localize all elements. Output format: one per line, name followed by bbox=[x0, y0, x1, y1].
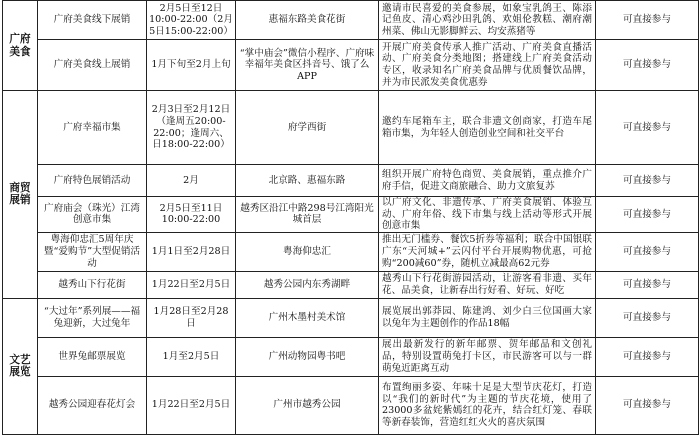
event-content: 展出最新发行的新年邮票、贺年邮品和文创礼品，特别设置萌兔打卡区，市民游客可以与一群萌兔近距离互动 bbox=[379, 337, 596, 376]
event-content: 布置绚丽多姿、年味十足是大型节庆花灯，打造以“我们的新时代”为主题的节庆花境，使用了23000多盆姹紫嫣红的花卉，结合红灯笼、春联等新春装饰，营造红红火火的喜庆氛围 bbox=[379, 376, 596, 434]
event-content: 展览展出郭莽园、陈建鸿、刘少白三位国画大家以兔年为主题创作的作品18幅 bbox=[379, 298, 596, 337]
table-row bbox=[3, 91, 699, 165]
participation-status: 可直接参与 bbox=[596, 298, 699, 337]
event-content: 以广府文化、非遗传承、广府美食展销、体验互动、广府年俗、线下市集与线上活动等形式开展创意市集 bbox=[379, 197, 596, 233]
event-location: 广州动物园粤书吧 bbox=[236, 337, 379, 376]
event-name: 越秀公园迎春花灯会 bbox=[38, 376, 147, 434]
event-location: 粤海仰忠汇 bbox=[236, 232, 379, 271]
table-row bbox=[3, 376, 699, 434]
participation-status: 可直接参与 bbox=[596, 232, 699, 271]
table-row bbox=[3, 165, 699, 197]
event-location: 广州市越秀公园 bbox=[236, 376, 379, 434]
table-row bbox=[3, 271, 699, 298]
participation-status: 可直接参与 bbox=[596, 376, 699, 434]
table-row bbox=[3, 298, 699, 337]
participation-status: 可直接参与 bbox=[596, 91, 699, 165]
event-location: 惠福东路美食花街 bbox=[236, 1, 379, 40]
event-location: 北京路、惠福东路 bbox=[236, 165, 379, 197]
event-name: “大过年”系列展——福兔迎新，大过兔年 bbox=[38, 298, 147, 337]
event-name: 广府庙会（珠光）江湾创意市集 bbox=[38, 197, 147, 233]
event-name: 广府美食线下展销 bbox=[38, 1, 147, 40]
event-content: 邀约车尾箱车主，联合非遗文创商家，打造车尾箱市集，为年轻人创造创业空间和社交平台 bbox=[379, 91, 596, 165]
table-row bbox=[3, 1, 699, 40]
category-arts: 文艺展览 bbox=[3, 298, 38, 434]
event-location: 越秀区沿江中路298号江湾阳光城首层 bbox=[236, 197, 379, 233]
participation-status: 可直接参与 bbox=[596, 165, 699, 197]
participation-status: 可直接参与 bbox=[596, 337, 699, 376]
table-row bbox=[3, 232, 699, 271]
category-food: 广府美食 bbox=[3, 1, 38, 91]
participation-status: 可直接参与 bbox=[596, 197, 699, 233]
participation-status: 可直接参与 bbox=[596, 1, 699, 40]
event-content: 组织开展广府特色商贸、美食展销，重点推介广府手信，促进文商旅融合、助力文旅复苏 bbox=[379, 165, 596, 197]
event-location: 府学西街 bbox=[236, 91, 379, 165]
event-content: 开展广府美食传承人推广活动、广府美食直播活动、广府美食分类地图；搭建线上广府美食活动专区，收录知名广府美食品牌与优质餐饮品牌，并为市民派发美食优惠券 bbox=[379, 40, 596, 91]
event-location: 越秀公园内东秀湖畔 bbox=[236, 271, 379, 298]
event-time: 1月22日至2月5日 bbox=[147, 376, 236, 434]
event-content: 越秀山下行花街游园活动，让游客看非遗、买年花、品美食，让新春出行好看、好玩、好吃 bbox=[379, 271, 596, 298]
event-time: 2月3日至2月12日（逢周五20:00-22:00；逢周六、日18:00-22:00） bbox=[147, 91, 236, 165]
event-time: 1月1日至2月28日 bbox=[147, 232, 236, 271]
event-name: 越秀山下行花街 bbox=[38, 271, 147, 298]
table-row bbox=[3, 337, 699, 376]
event-name: 广府幸福市集 bbox=[38, 91, 147, 165]
participation-status: 可直接参与 bbox=[596, 271, 699, 298]
event-time: 2月 bbox=[147, 165, 236, 197]
event-content: 推出无门槛券、餐饮5折券等福利；联合中国银联广东“天河城+”云闪付平台开展购物优惠，可抢购“200减60”券，随机立减最高62元券 bbox=[379, 232, 596, 271]
event-location: “掌中庙会”微信小程序、广府味幸福年美食区抖音号、饿了么APP bbox=[236, 40, 379, 91]
event-time: 1月28日至2月28日 bbox=[147, 298, 236, 337]
event-name: 世界兔邮票展览 bbox=[38, 337, 147, 376]
table-row bbox=[3, 40, 699, 91]
event-time: 1月至2月5日 bbox=[147, 337, 236, 376]
event-name: 粤海仰忠汇5周年庆暨“爱购节”大型促销活动 bbox=[38, 232, 147, 271]
category-trade: 商贸展销 bbox=[3, 91, 38, 299]
event-name: 广府特色展销活动 bbox=[38, 165, 147, 197]
event-location: 广州木墨村美术馆 bbox=[236, 298, 379, 337]
event-time: 1月下旬至2月上旬 bbox=[147, 40, 236, 91]
event-name: 广府美食线上展销 bbox=[38, 40, 147, 91]
events-table bbox=[2, 0, 699, 435]
event-content: 邀请市民喜爱的美食参展，如象宝乳鸽王、陈添记鱼皮、清心鸡沙田乳鸽、欢姐伦教糕、潮府潮州菜、佛山无影脚鲜云、均安蒸猪等 bbox=[379, 1, 596, 40]
participation-status: 可直接参与 bbox=[596, 40, 699, 91]
event-time: 2月5日至12日 10:00-22:00（2月5日15:00-22:00） bbox=[147, 1, 236, 40]
table-row bbox=[3, 197, 699, 233]
event-time: 2月5日至11日 10:00-22:00 bbox=[147, 197, 236, 233]
event-time: 1月22日至2月5日 bbox=[147, 271, 236, 298]
